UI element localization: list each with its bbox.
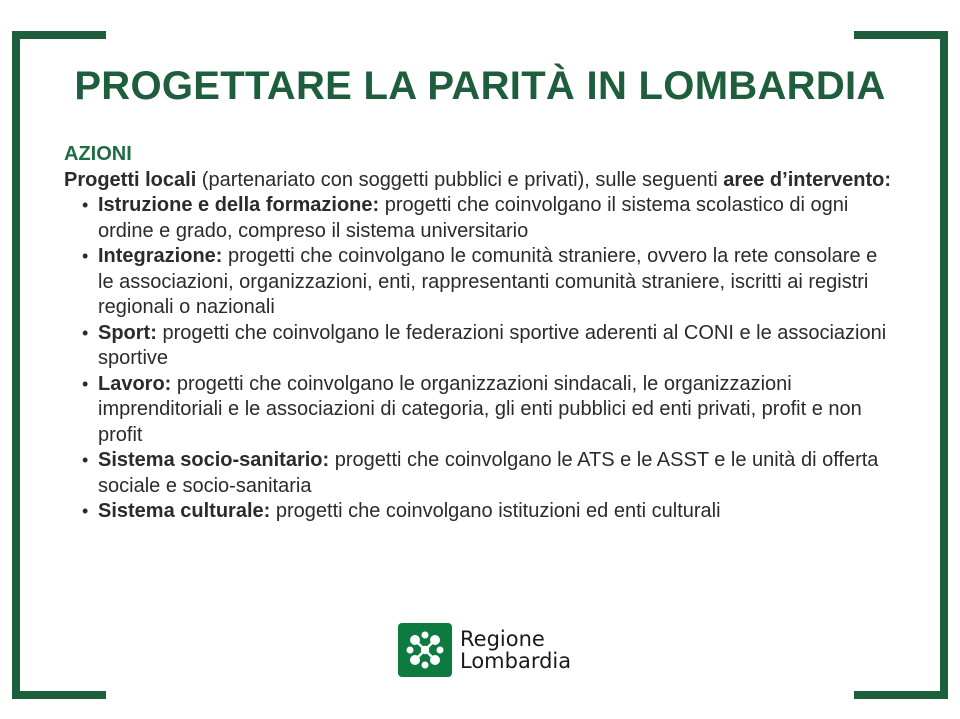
item-text: progetti che coinvolgano le ATS e le ASST e le unità di offerta sociale e socio-sanitaria bbox=[98, 449, 879, 497]
rosa-camuna-icon bbox=[398, 623, 452, 677]
content-body bbox=[64, 142, 894, 525]
item-text: progetti che coinvolgano il sistema scolastico di ogni ordine e grado, compreso il sistema universitario bbox=[98, 194, 849, 242]
intro-bold-local-projects: Progetti locali bbox=[64, 168, 197, 191]
section-heading: AZIONI bbox=[64, 143, 132, 165]
item-label: Sistema culturale: bbox=[98, 500, 271, 522]
item-text: progetti che coinvolgano istituzioni ed enti culturali bbox=[270, 500, 721, 522]
list-item bbox=[98, 193, 894, 244]
list-item bbox=[98, 448, 894, 499]
item-label: Integrazione: bbox=[98, 245, 223, 267]
item-label: Sistema socio-sanitario: bbox=[98, 449, 330, 471]
list-item bbox=[98, 372, 894, 449]
item-label: Istruzione e della formazione: bbox=[98, 194, 380, 216]
item-text: progetti che coinvolgano le comunità straniere, ovvero la rete consolare e le associazioni, organizzazioni, enti, rappresentanti comunità straniere, iscritti ai registri regionali o nazionali bbox=[98, 245, 878, 318]
logo-line-regione: Regione bbox=[460, 627, 545, 651]
logo-line-lombardia: Lombardia bbox=[460, 649, 572, 673]
logo-wordmark bbox=[460, 628, 571, 672]
list-item bbox=[98, 321, 894, 372]
item-label: Lavoro: bbox=[98, 372, 172, 395]
item-label: Sport: bbox=[98, 321, 157, 344]
list-item bbox=[98, 244, 894, 321]
item-text: progetti che coinvolgano le federazioni sportive aderenti al CONI e le associazioni sportive bbox=[98, 321, 887, 369]
intro-bold-areas: aree d’intervento: bbox=[723, 168, 892, 191]
regione-lombardia-logo bbox=[398, 623, 571, 677]
list-item bbox=[98, 499, 894, 525]
item-text: progetti che coinvolgano le organizzazioni sindacali, le organizzazioni imprenditoriali e le associazioni di categoria, gli enti pubblici ed enti privati, profit e non profit bbox=[98, 372, 862, 446]
areas-list bbox=[64, 193, 894, 525]
intro-text: (partenariato con soggetti pubblici e privati), sulle seguenti bbox=[196, 168, 724, 191]
intro-paragraph bbox=[64, 168, 894, 194]
page-title: PROGETTARE LA PARITÀ IN LOMBARDIA bbox=[74, 64, 886, 108]
